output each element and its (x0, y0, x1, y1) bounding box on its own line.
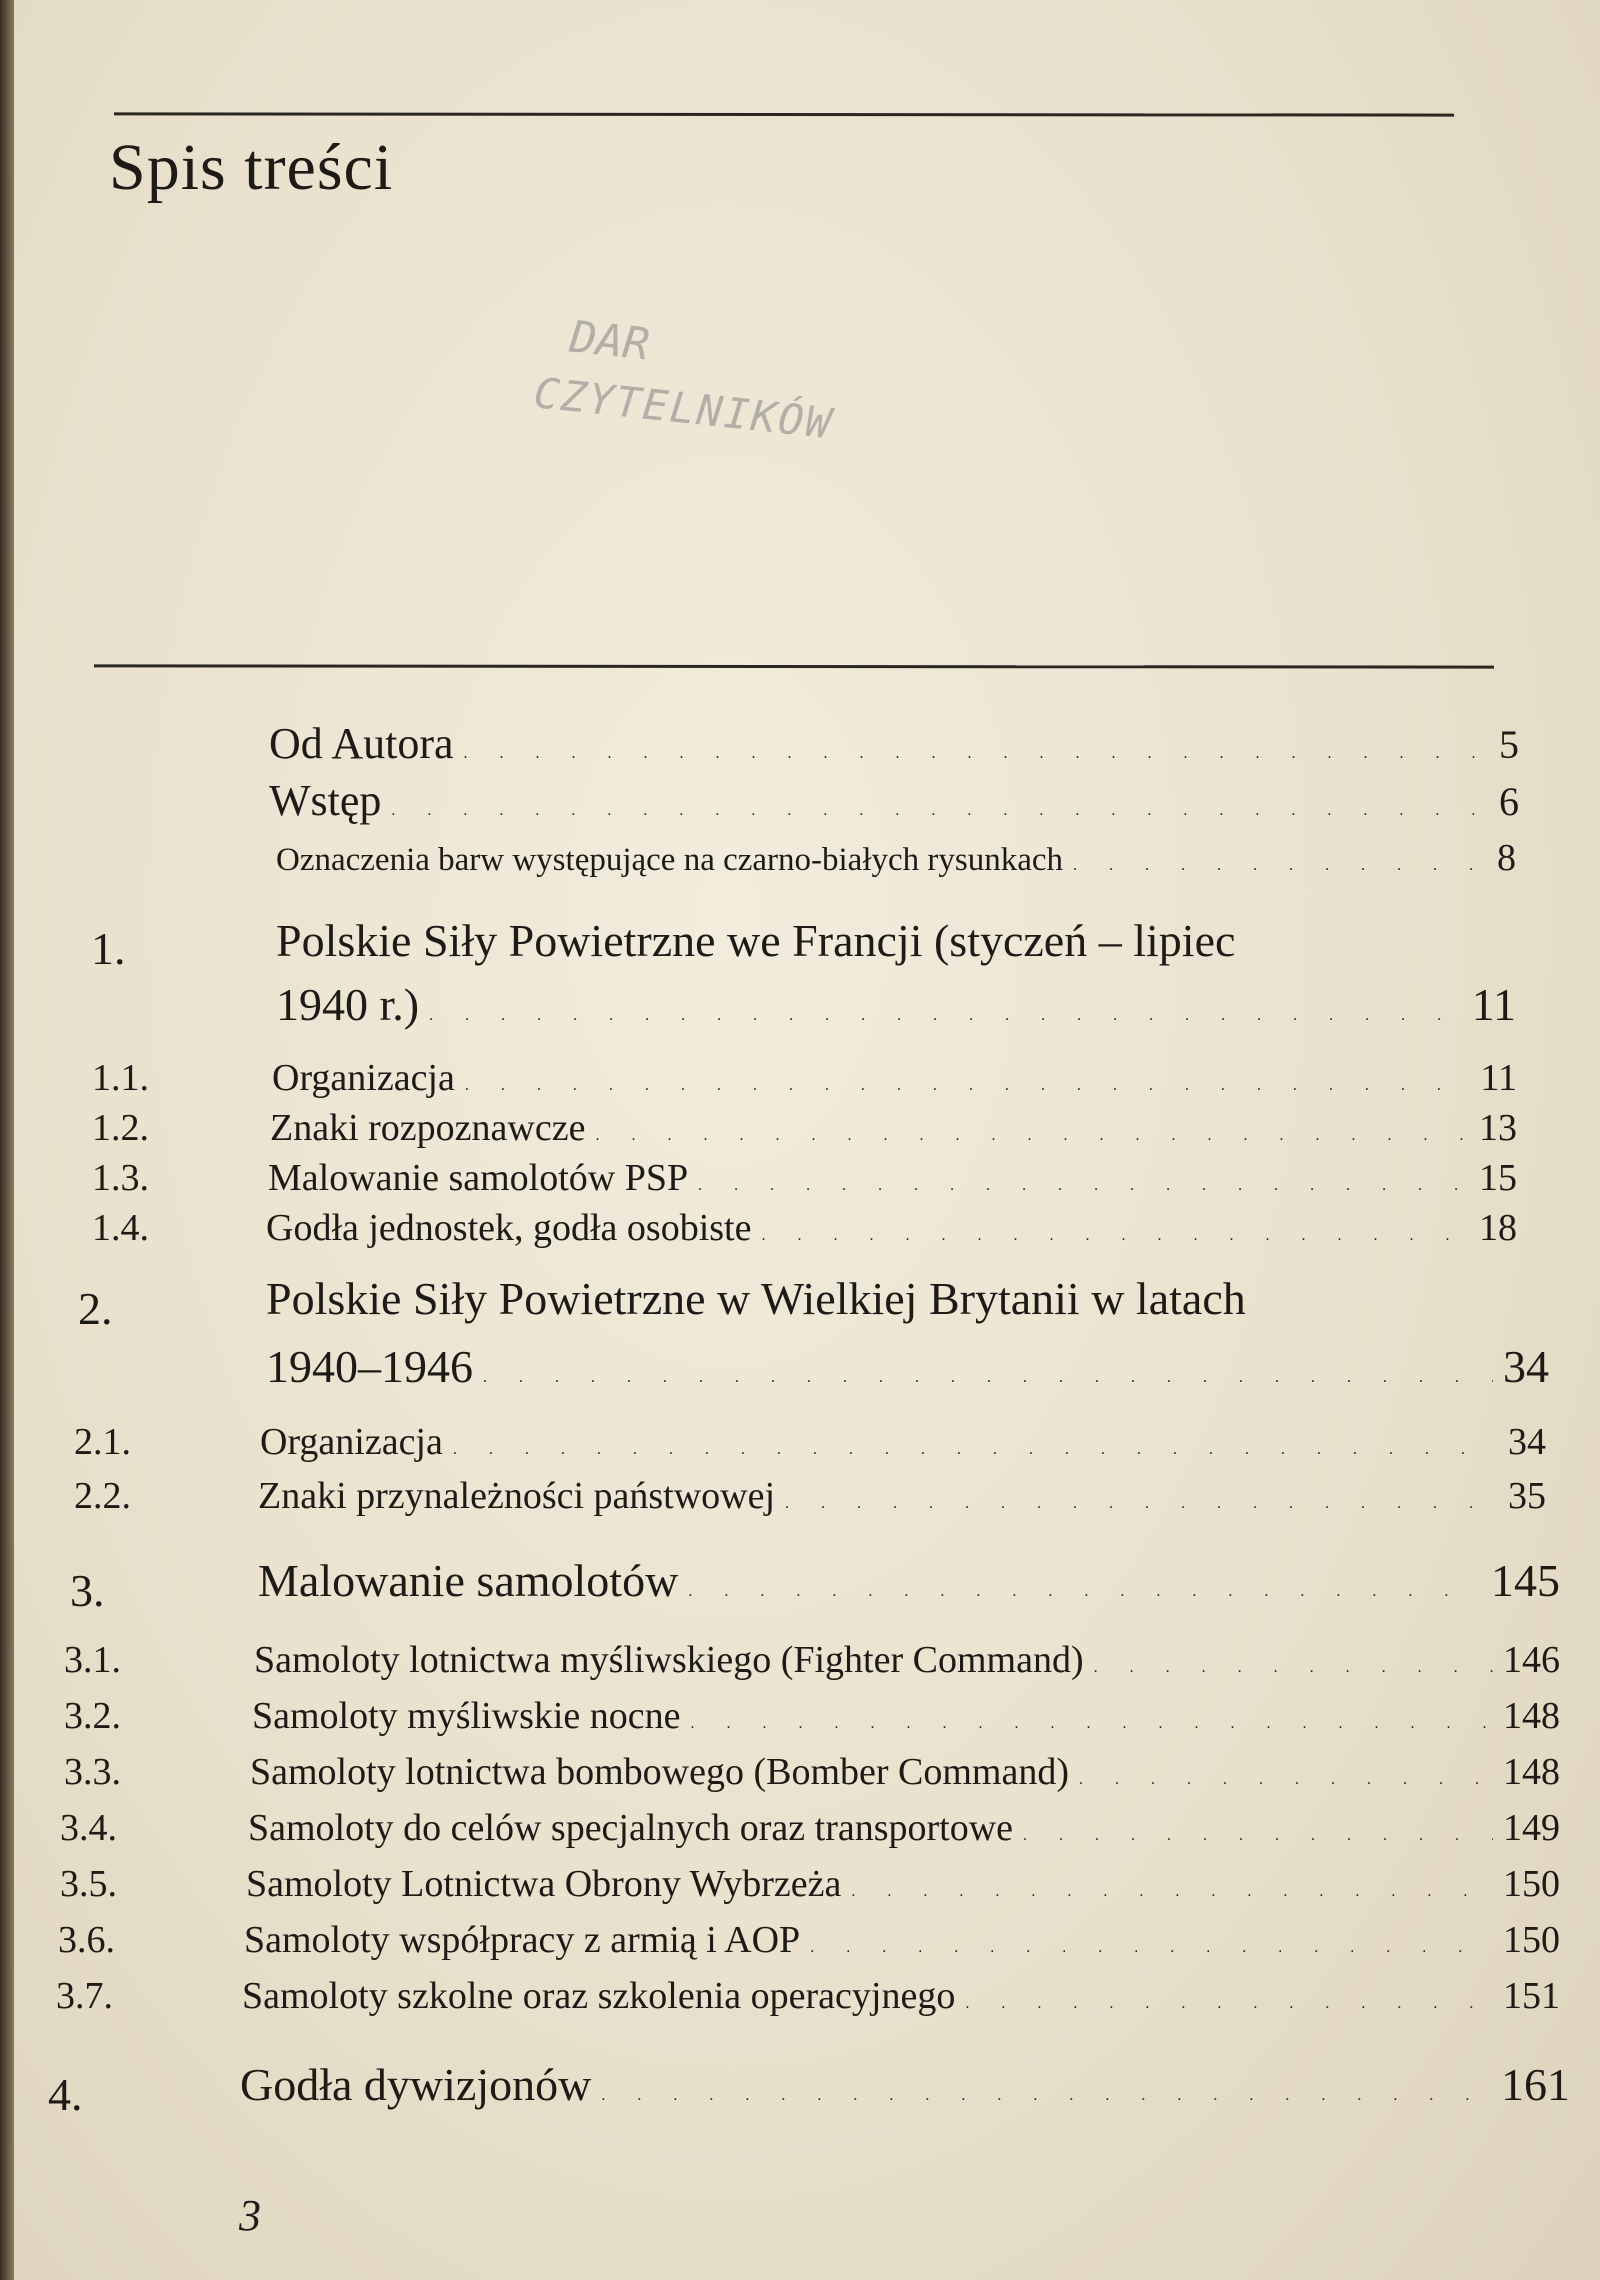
toc-entry (64, 1638, 1560, 1682)
toc-chapter-number: 4. (48, 2069, 83, 2120)
toc-entry-title: Organizacja (272, 1057, 455, 1099)
toc-chapter-number: 1. (91, 923, 126, 974)
dot-leader (595, 1127, 1469, 1145)
toc-entry-page: 13 (1479, 1107, 1517, 1149)
toc-entry-page: 35 (1508, 1475, 1546, 1517)
toc-chapter-continuation (276, 978, 1516, 1031)
toc-entry-number: 3.1. (64, 1639, 121, 1681)
toc-entry-title: Od Autora (269, 719, 454, 768)
toc-entry-title: Organizacja (260, 1421, 443, 1463)
toc-entry-title: Samoloty lotnictwa myśliwskiego (Fighter Command) (254, 1639, 1084, 1681)
toc-chapter (91, 914, 1516, 974)
toc-entry-number: 3.3. (64, 1751, 121, 1793)
dot-leader (601, 2087, 1491, 2105)
toc-entry-page: 6 (1499, 779, 1519, 824)
toc-chapter-title-line-2: 1940–1946 (266, 1341, 473, 1392)
toc-entry-number: 1.1. (92, 1057, 149, 1099)
toc-chapter (48, 2058, 1570, 2120)
toc-entry-number: 3.7. (56, 1975, 113, 2017)
dot-leader (688, 1583, 1481, 1601)
toc-entry-number: 1.2. (92, 1107, 149, 1149)
toc-entry-page: 11 (1480, 1057, 1517, 1099)
toc-entry (92, 1156, 1517, 1200)
dot-leader (698, 1177, 1469, 1195)
toc-entry-page: 5 (1499, 722, 1519, 767)
toc-entry (269, 775, 1519, 826)
toc-entry-page: 150 (1503, 1919, 1560, 1961)
toc-chapter-continuation (266, 1340, 1549, 1393)
dot-leader (851, 1883, 1493, 1901)
toc-entry (64, 1750, 1560, 1794)
toc-entry-title: Samoloty współpracy z armią i AOP (244, 1919, 801, 1961)
toc-entry-page: 161 (1501, 2059, 1570, 2110)
toc-entry-page: 145 (1491, 1555, 1560, 1606)
dot-leader (785, 1495, 1498, 1513)
toc-entry-page: 151 (1503, 1975, 1560, 2017)
toc-entry-number: 3.5. (60, 1863, 117, 1905)
stamp-line-2: CZYTELNIKÓW (531, 368, 836, 449)
toc-entry (74, 1474, 1546, 1518)
toc-entry-page: 148 (1503, 1695, 1560, 1737)
toc-entry-number: 3.2. (64, 1695, 121, 1737)
dot-leader (464, 745, 1489, 763)
toc-entry-title: Oznaczenia barw występujące na czarno-białych rysunkach (276, 842, 1064, 878)
toc-entry (92, 1106, 1517, 1150)
stamp-line-1: DAR (567, 311, 652, 371)
toc-entry-title: Wstęp (269, 776, 382, 825)
dot-leader (483, 1369, 1493, 1387)
toc-entry-title: Samoloty lotnictwa bombowego (Bomber Command) (250, 1751, 1070, 1793)
toc-chapter-title: Godła dywizjonów (240, 2059, 592, 2110)
toc-entry (58, 1918, 1560, 1962)
book-page (14, 0, 1600, 2280)
book-spine (0, 0, 14, 2280)
dot-leader (965, 1995, 1493, 2013)
dot-leader (429, 1007, 1462, 1025)
toc-chapter-number: 2. (78, 1283, 113, 1334)
toc-entry (276, 836, 1516, 880)
dot-leader (761, 1227, 1469, 1245)
page-number: 3 (239, 2191, 261, 2240)
toc-chapter-title: Malowanie samolotów (258, 1555, 679, 1606)
toc-entry-title: Samoloty Lotnictwa Obrony Wybrzeża (246, 1863, 842, 1905)
toc-entry-page: 34 (1503, 1341, 1549, 1392)
dot-leader (465, 1077, 1471, 1095)
dot-leader (391, 802, 1489, 820)
toc-entry-number: 1.4. (92, 1207, 149, 1249)
toc-entry-title: Samoloty do celów specjalnych oraz transportowe (248, 1807, 1014, 1849)
toc-chapter (78, 1272, 1521, 1334)
toc-entry (56, 1974, 1560, 2018)
toc-entry (64, 1694, 1560, 1738)
toc-chapter (70, 1554, 1560, 1616)
toc-entry-page: 150 (1503, 1863, 1560, 1905)
toc-entry-page: 146 (1503, 1639, 1560, 1681)
toc-chapter-title: Polskie Siły Powietrzne w Wielkiej Brytanii w latach (266, 1273, 1246, 1324)
toc-entry-title: Malowanie samolotów PSP (268, 1157, 689, 1199)
toc-chapter-title-line-2: 1940 r.) (276, 979, 420, 1030)
toc-entry (92, 1206, 1517, 1250)
toc-entry-number: 2.2. (74, 1475, 131, 1517)
toc-entry-title: Godła jednostek, godła osobiste (266, 1207, 752, 1249)
toc-entry-title: Znaki przynależności państwowej (258, 1475, 776, 1517)
toc-chapter-number: 3. (70, 1565, 105, 1616)
toc-entry-title: Znaki rozpoznawcze (270, 1107, 586, 1149)
toc-entry (92, 1056, 1517, 1100)
toc-entry-page: 148 (1503, 1751, 1560, 1793)
toc-entry-title: Samoloty myśliwskie nocne (252, 1695, 681, 1737)
toc-entry-page: 18 (1479, 1207, 1517, 1249)
dot-leader (453, 1441, 1498, 1459)
toc-entry-page: 149 (1503, 1807, 1560, 1849)
toc-entry-number: 3.4. (60, 1807, 117, 1849)
dot-leader (1023, 1827, 1493, 1845)
toc-entry-page: 8 (1497, 837, 1516, 879)
toc-entry-page: 15 (1479, 1157, 1517, 1199)
toc-entry (60, 1862, 1560, 1906)
toc-entry (60, 1806, 1560, 1850)
toc-entry (269, 718, 1519, 769)
dot-leader (691, 1715, 1493, 1733)
page-title: Spis treści (109, 131, 394, 204)
dot-leader (1094, 1659, 1493, 1677)
toc-entry-page: 34 (1508, 1421, 1546, 1463)
dot-leader (1073, 857, 1487, 875)
toc-entry-number: 1.3. (92, 1157, 149, 1199)
dot-leader (810, 1939, 1493, 1957)
toc-entry (74, 1420, 1546, 1464)
toc-entry-title: Samoloty szkolne oraz szkolenia operacyjnego (242, 1975, 956, 2017)
toc-entry-number: 3.6. (58, 1919, 115, 1961)
toc-entry-page: 11 (1471, 979, 1516, 1030)
toc-entry-number: 2.1. (74, 1421, 131, 1463)
toc-chapter-title: Polskie Siły Powietrzne we Francji (styczeń – lipiec (276, 915, 1236, 966)
dot-leader (1079, 1771, 1493, 1789)
table-of-contents (14, 0, 1600, 2280)
